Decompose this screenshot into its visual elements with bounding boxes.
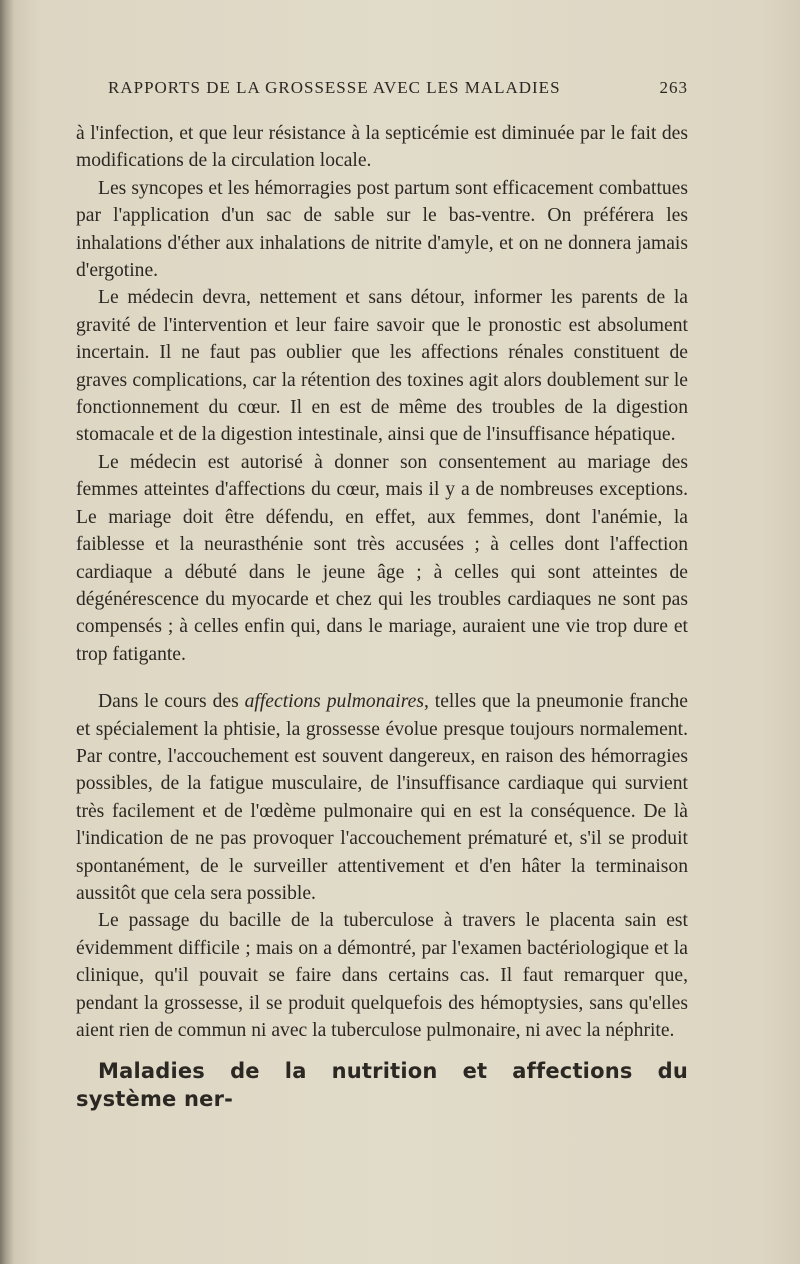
paragraph-syncopes: Les syncopes et les hémorragies post partum sont efficacement combattues par l'application d'un sac de sable sur le bas-ventre. On préférera les inhalations d'éther aux inhalations de nitrite d'amyle, et on ne donnera jamais d'ergotine. xyxy=(76,177,688,282)
page-number: 263 xyxy=(659,78,688,97)
running-header-title: RAPPORTS DE LA GROSSESSE AVEC LES MALADIES xyxy=(108,78,561,97)
p5-italic-term: affections pulmonaires xyxy=(244,691,424,713)
paragraph-gap xyxy=(76,668,688,688)
paragraph-bacille: Le passage du bacille de la tuberculose à travers le placenta sain est évidemment difficile ; mais on a démontré, par l'examen bactériologique et la clinique, qu'il pouvait se faire dans certains cas. Il faut remarquer que, pendant la grossesse, il se produit quelquefois des hémoptysies, sans qu'elles aient rien de commun ni avec la tuberculose pulmonaire, ni avec la néphrite. xyxy=(76,910,688,1041)
p5-text-start: Dans le cours des xyxy=(98,691,245,713)
p5-text-end: , telles que la pneumonie franche et spécialement la phtisie, la grossesse évolue presque toujours normalement. Par contre, l'accouchement est souvent dangereux, en raison des hémorragies possibles, de la fatigue musculaire, de l'insuffisance cardiaque qui survient très facilement et de l'œdème pulmonaire qui en est la conséquence. De là l'indication de ne pas provoquer l'accouchement prématuré et, s'il se produit spontanément, de le surveiller attentivement et d'en hâter la terminaison aussitôt que cela sera possible. xyxy=(76,691,689,904)
page-body xyxy=(76,120,688,1113)
paragraph-continuation: à l'infection, et que leur résistance à la septicémie est diminuée par le fait des modifications de la circulation locale. xyxy=(76,123,688,172)
paragraph-affections-pulmonaires xyxy=(76,688,688,907)
paragraph-medecin-informer: Le médecin devra, nettement et sans détour, informer les parents de la gravité de l'intervention et leur faire savoir que le pronostic est absolument incertain. Il ne faut pas oublier que les affections rénales constituent de graves complications, car la rétention des toxines agit alors doublement sur le fonctionnement du cœur. Il en est de même des troubles de la digestion stomacale et de la digestion intestinale, ainsi que de l'insuffisance hépatique. xyxy=(76,287,688,446)
section-heading: Maladies de la nutrition et affections du système ner- xyxy=(76,1059,688,1111)
page-binding-edge xyxy=(0,0,14,1264)
paragraph-mariage: Le médecin est autorisé à donner son consentement au mariage des femmes atteintes d'affections du cœur, mais il y a de nombreuses exceptions. Le mariage doit être défendu, en effet, aux femmes, dont l'anémie, la faiblesse et la neurasthénie sont très accusées ; à celles dont l'affection cardiaque a débuté dans le jeune âge ; à celles qui sont atteintes de dégénérescence du myocarde et chez qui les troubles cardiaques ne sont pas compensés ; à celles enfin qui, dans le mariage, auraient une vie trop dure et trop fatigante. xyxy=(76,451,688,665)
